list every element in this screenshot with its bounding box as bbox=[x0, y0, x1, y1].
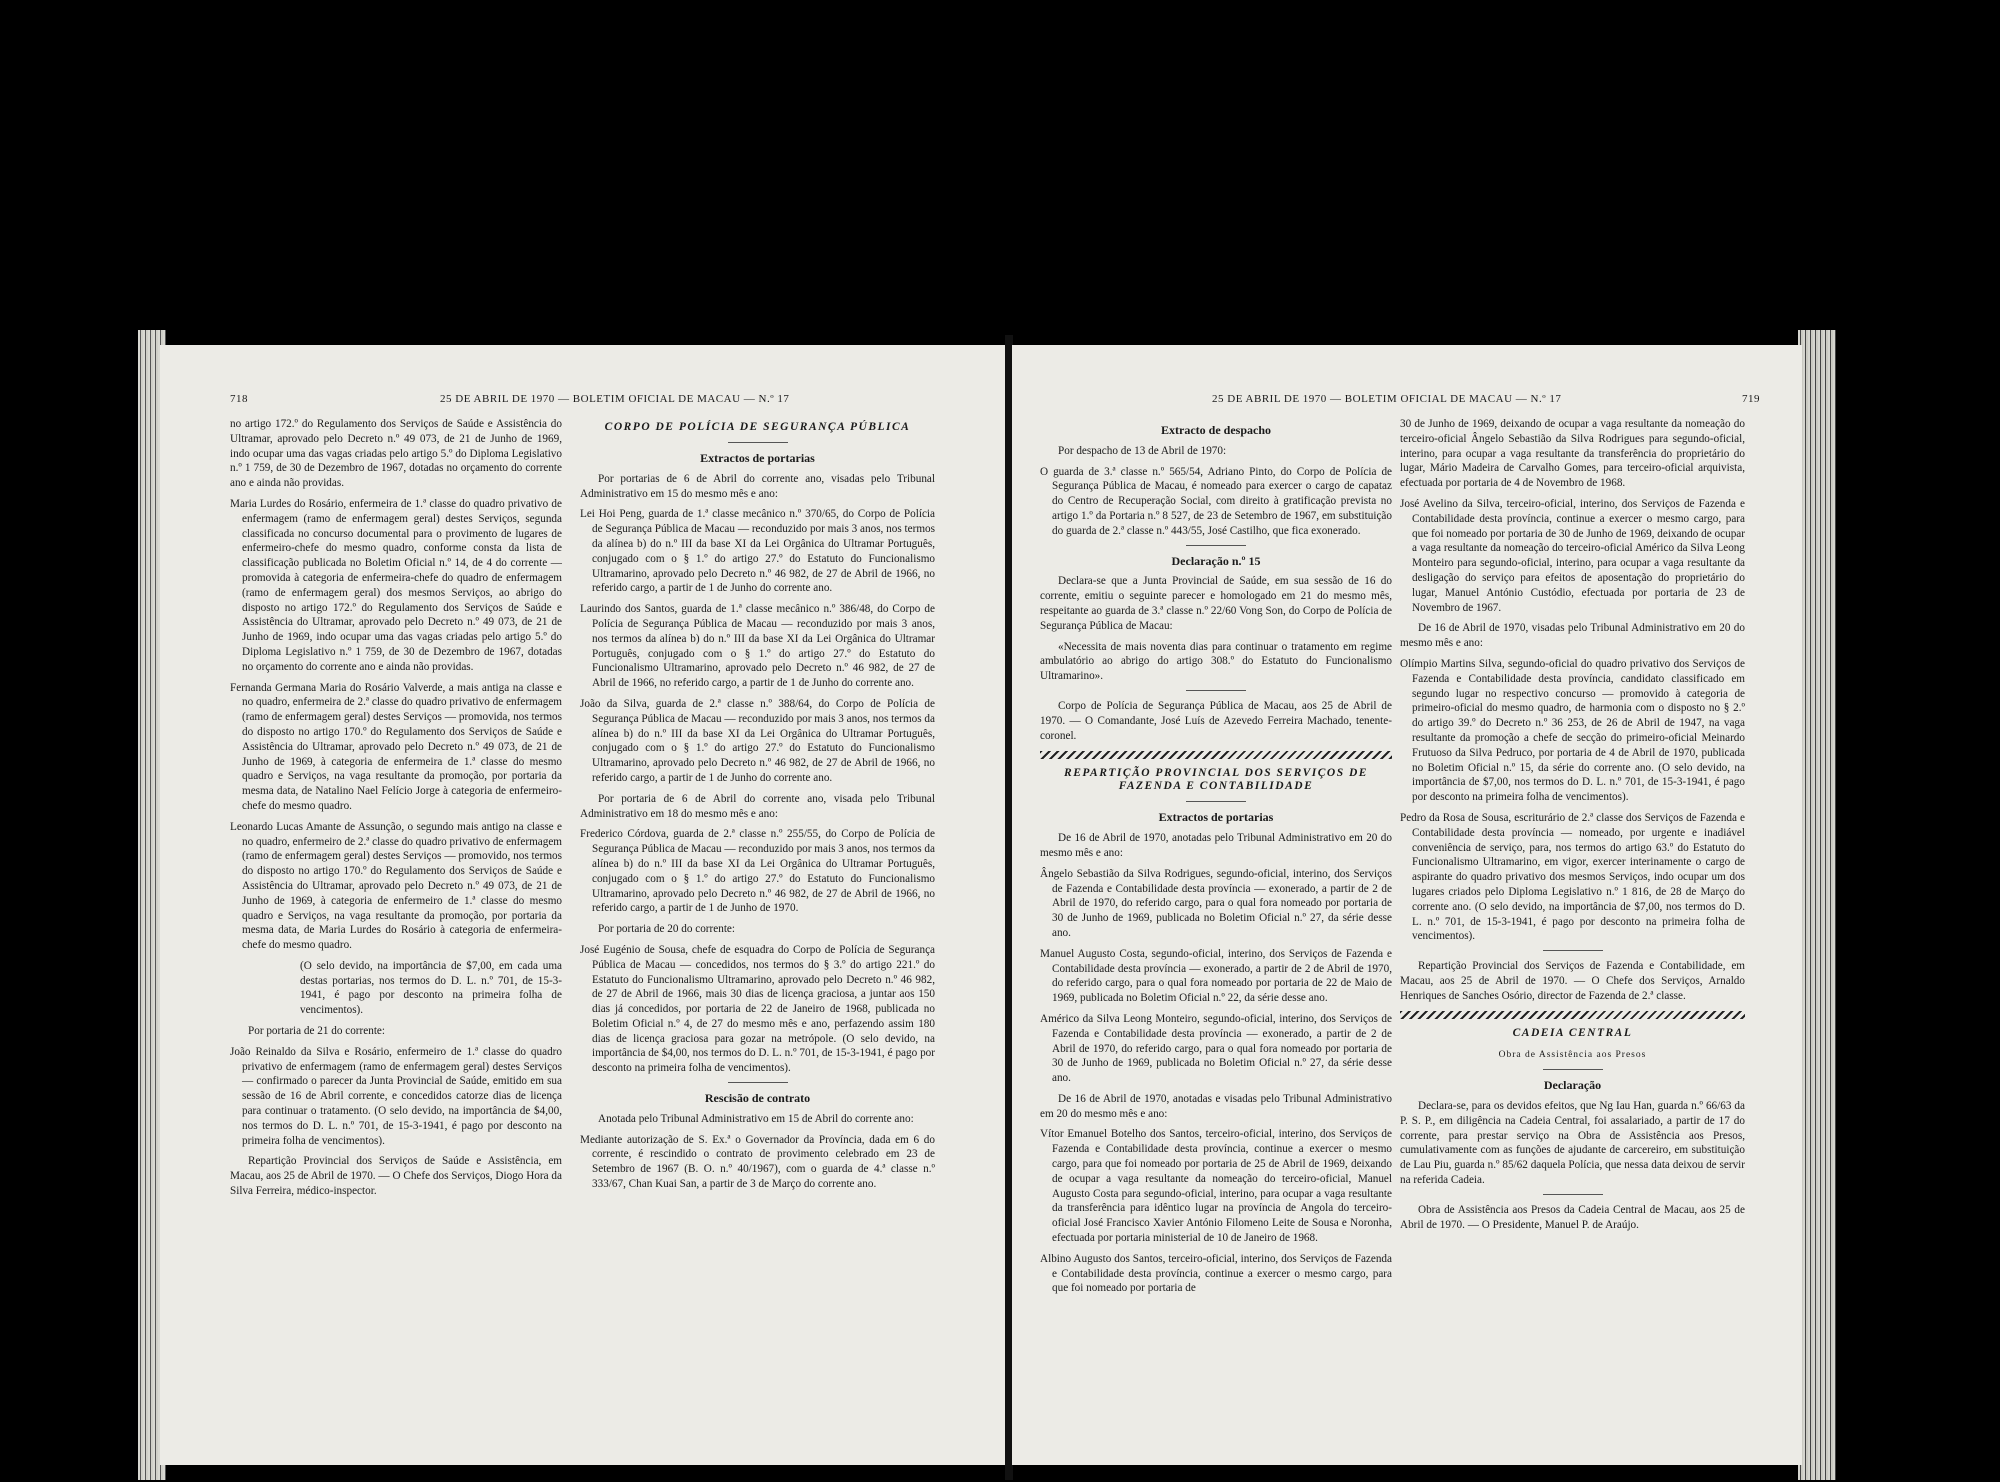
subheading: Rescisão de contrato bbox=[704, 1091, 811, 1106]
right-running-head: 25 DE ABRIL DE 1970 — BOLETIM OFICIAL DE MACAU — N.º 17 bbox=[1212, 393, 1562, 405]
entry: João Reinaldo da Silva e Rosário, enfermeiro de 1.ª classe do quadro privativo de enfermagem (ramo de enfermagem geral) destes Serviços — confirmado o parecer da Junta Provincial de Saúde, emitido em sua sessão de 16 de Abril corrente, e concedidos catorze dias de licença para continuar o tratamento. (O selo devido, na importância de $4,00, nos termos do D. L. n.º 701, de 15-3-1941, é pago por desconto na primeira folha de vencimentos). bbox=[230, 1045, 562, 1147]
portaria-intro: Por portaria de 20 do corrente: bbox=[598, 923, 735, 936]
left-column-1 bbox=[230, 417, 562, 1205]
declaration: Declara-se que a Junta Provincial de Saúde, em sua sessão de 16 do corrente, emitiu o seguinte parecer e homologado em 21 do mesmo mês, respeitante ao guarda de 3.ª classe n.º 22/60 Vong Son, do Corpo de Polícia de Segurança Pública de Macau: bbox=[1040, 575, 1392, 632]
divider bbox=[1186, 690, 1246, 691]
signature: Obra de Assistência aos Presos da Cadeia Central de Macau, aos 25 de Abril de 1970. — O Presidente, Manuel P. de Araújo. bbox=[1400, 1203, 1745, 1231]
right-column-1 bbox=[1040, 417, 1392, 1302]
entry: Ângelo Sebastião da Silva Rodrigues, segundo-oficial, interino, dos Serviços de Fazenda e Contabilidade desta província — exonerado, a partir de 2 de Abril de 1970, do referido cargo, para o qual fora nomeado por portaria de 30 de Junho de 1969, publicada no Boletim Oficial n.º 27, da série desse ano. bbox=[1040, 867, 1392, 939]
subheading: Declaração n.º 15 bbox=[1171, 553, 1261, 568]
entry: Vítor Emanuel Botelho dos Santos, terceiro-oficial, interino, dos Serviços de Fazenda e Contabilidade desta província, continue a exercer o mesmo cargo, para que foi nomeado por portaria de 25 de Abril de 1969, deixando de ocupar a vaga resultante da nomeação do terceiro-oficial, Manuel Augusto Costa para segundo-oficial, interino, para ocupar a vaga resultante da transferência para idêntico lugar na província de Angola do terceiro-oficial José Francisco Xavier António Filomeno Leite de Sousa e Noronha, efectuada por portaria ministerial de 10 de Janeiro de 1968. bbox=[1040, 1128, 1392, 1245]
entry: Fernanda Germana Maria do Rosário Valverde, a mais antiga na classe e no quadro, enfermeira de 2.ª classe do quadro privativo de enfermagem (ramo de enfermagem geral) destes Serviços — promovida, nos termos do disposto no artigo 170.º do Regulamento dos Serviços de Saúde e Assistência do Ultramar, aprovado pelo Decreto n.º 49 073, de 21 de Junho de 1969, à categoria de enfermeira de 1.ª classe do mesmo quadro e Serviços, na vaga resultante da promoção, por portaria da mesma data, de Natalino Nael Felício Jorge à categoria de enfermeiro-chefe do mesmo quadro. bbox=[230, 681, 562, 812]
portaria-intro: Anotada pelo Tribunal Administrativo em 15 de Abril do corrente ano: bbox=[598, 1112, 914, 1125]
left-page bbox=[160, 345, 1008, 1465]
stamp-note: (O selo devido, na importância de $7,00, em cada uma destas portarias, nos termos do D. L. n.º 701, de 15-3-1941, é pago por desconto na primeira folha de vencimentos). bbox=[300, 959, 562, 1017]
section-title: REPARTIÇÃO PROVINCIAL DOS SERVIÇOS DE FAZENDA E CONTABILIDADE bbox=[1064, 767, 1368, 793]
paragraph: no artigo 172.º do Regulamento dos Serviços de Saúde e Assistência do Ultramar, aprovado pelo Decreto n.º 49 073, de 21 de Junho de 1969, indo ocupar uma das vagas criadas pelo artigo 5.º do Diploma Legislativo n.º 1 759, de 30 de Dezembro de 1967, dotadas no orçamento do corrente ano e ainda não providas. bbox=[230, 418, 562, 490]
divider bbox=[1186, 545, 1246, 546]
subheading: Extracto de despacho bbox=[1161, 423, 1271, 437]
portaria-intro: De 16 de Abril de 1970, anotadas e visadas pelo Tribunal Administrativo em 20 do mesmo mês e ano: bbox=[1040, 1092, 1392, 1120]
divider bbox=[1186, 801, 1246, 802]
divider bbox=[1543, 1069, 1603, 1070]
section-title: CADEIA CENTRAL bbox=[1512, 1027, 1633, 1040]
entry: José Avelino da Silva, terceiro-oficial, interino, dos Serviços de Fazenda e Contabilidade desta província, continue a exercer o mesmo cargo, para que foi nomeado por portaria de 30 de Junho de 1969, deixando de ocupar a vaga resultante da nomeação do terceiro-oficial Américo da Silva Leong Monteiro para segundo-oficial, interino, para ocupar a vaga resultante da desligação do serviço para efeitos de aposentação do proprietário do lugar, Manuel António Custódio, efectuada por portaria de 23 de Novembro de 1967. bbox=[1400, 497, 1745, 614]
portaria-intro: Por portarias de 6 de Abril do corrente ano, visadas pelo Tribunal Administrativo em 15 do mesmo mês e ano: bbox=[580, 472, 935, 500]
subheading: Extractos de portarias bbox=[700, 451, 815, 465]
divider bbox=[728, 442, 788, 443]
declaration: Declara-se, para os devidos efeitos, que Ng Iau Han, guarda n.º 66/63 da P. S. P., em diligência na Cadeia Central, foi assalariado, a partir de 17 do corrente, para prestar serviço na Obra de Assistência aos Presos, cumulativamente com as funções de ajudante de carcereiro, em substituição de Lau Piu, guarda n.º 85/62 daquela Polícia, que nessa data deixou de servir na referida Cadeia. bbox=[1400, 1100, 1745, 1187]
entry: Pedro da Rosa de Sousa, escriturário de 2.ª classe dos Serviços de Fazenda e Contabilidade desta província — nomeado, por urgente e inadiável conveniência de serviço, para, nos termos do artigo 63.º do Estatuto do Funcionalismo Ultramarino, em vigor, exercer interinamente o cargo de aspirante do quadro privativo dos mesmos Serviços, indo ocupar um dos lugares criados pelo Diploma Legislativo n.º 1 816, de 28 de Março do corrente ano. (O selo devido, na importância de $7,00, nos termos do D. L. n.º 701, de 15-3-1941, é pago por desconto na primeira folha de vencimentos). bbox=[1400, 811, 1745, 943]
right-page bbox=[1012, 345, 1802, 1465]
paragraph: 30 de Junho de 1969, deixando de ocupar a vaga resultante da nomeação do terceiro-oficial Ângelo Sebastião da Silva Rodrigues para segundo-oficial, interino, para ocupar a vaga resultante da transferência do proprietário do lugar, Mário Madeira de Carvalho Gomes, para terceiro-oficial arquivista, efectuada por portaria de 4 de Novembro de 1968. bbox=[1400, 418, 1745, 490]
despacho-intro: Por despacho de 13 de Abril de 1970: bbox=[1058, 444, 1227, 457]
left-running-head: 25 DE ABRIL DE 1970 — BOLETIM OFICIAL DE MACAU — N.º 17 bbox=[440, 393, 790, 405]
entry: Manuel Augusto Costa, segundo-oficial, interino, dos Serviços de Fazenda e Contabilidade desta província — exonerado, a partir de 2 de Abril de 1970, do referido cargo, para o qual fora nomeado por portaria de 22 de Maio de 1969, publicada no Boletim Oficial n.º 22, da série desse ano. bbox=[1040, 947, 1392, 1005]
right-column-2 bbox=[1400, 417, 1745, 1238]
left-page-number: 718 bbox=[230, 393, 248, 405]
right-page-number: 719 bbox=[1742, 393, 1760, 405]
entry: Albino Augusto dos Santos, terceiro-oficial, interino, dos Serviços de Fazenda e Contabilidade desta província, continue a exercer o mesmo cargo, para que foi nomeado por portaria de bbox=[1040, 1252, 1392, 1295]
entry: Olímpio Martins Silva, segundo-oficial do quadro privativo dos Serviços de Fazenda e Contabilidade desta província, candidato classificado em segundo lugar no respectivo concurso — promovido à categoria de primeiro-oficial do mesmo quadro, de harmonia com o disposto no § 2.º do artigo 39.º do Decreto n.º 36 253, de 26 de Abril de 1947, na vaga resultante da promoção a chefe de secção do primeiro-oficial Meinardo Frutuoso da Silva Pedruco, por portaria de 4 de Abril de 1970, publicada no Boletim Oficial n.º 15, da série do corrente ano. (O selo devido, na importância de $7,00, nos termos do D. L. n.º 701, de 15-3-1941, é pago por desconto na primeira folha de vencimentos). bbox=[1400, 657, 1745, 804]
entry: Laurindo dos Santos, guarda de 1.ª classe mecânico n.º 386/48, do Corpo de Polícia de Segurança Pública de Macau — reconduzido por mais 3 anos, nos termos da alínea b) do n.º III da base XI da Lei Orgânica do Ultramar Português, conjugado com o § 1.º do artigo 27.º do Estatuto do Funcionalismo Ultramarino, aprovado pelo Decreto n.º 46 982, de 27 de Abril de 1966, no referido cargo, a partir de 1 de Junho do corrente ano. bbox=[580, 603, 935, 690]
entry: Mediante autorização de S. Ex.ª o Governador da Província, dada em 6 do corrente, é rescindido o contrato de provimento celebrado em 23 de Setembro de 1967 (B. O. n.º 40/1967), com o guarda de 4.ª classe n.º 333/67, Chan Kuai San, a partir de 3 de Março do corrente ano. bbox=[580, 1133, 935, 1191]
divider bbox=[1543, 950, 1603, 951]
portaria-intro: Por portaria de 6 de Abril do corrente ano, visada pelo Tribunal Administrativo em 18 do mesmo mês e ano: bbox=[580, 792, 935, 820]
entry: Leonardo Lucas Amante de Assunção, o segundo mais antigo na classe e no quadro, enfermeiro de 2.ª classe do quadro privativo de enfermagem (ramo de enfermagem geral) destes Serviços — promovido, nos termos do disposto no artigo 170.º do Regulamento dos Serviços de Saúde e Assistência do Ultramar, aprovado pelo Decreto n.º 49 073, de 21 de Junho de 1969, à categoria de enfermeiro de 1.ª classe do mesmo quadro e Serviços, na vaga resultante da promoção, por portaria da mesma data, de Maria Lurdes do Rosário à categoria de enfermeira-chefe do mesmo quadro. bbox=[230, 820, 562, 952]
entry: Américo da Silva Leong Monteiro, segundo-oficial, interino, dos Serviços de Fazenda e Contabilidade desta província — exonerado, a partir de 2 de Abril de 1970, do referido cargo, para o qual fora nomeado por portaria de 30 de Junho de 1969, publicada no Boletim Oficial n.º 27, da série desse ano. bbox=[1040, 1012, 1392, 1085]
right-page-edges bbox=[1798, 330, 1836, 1480]
portaria-intro: De 16 de Abril de 1970, anotadas pelo Tribunal Administrativo em 20 do mesmo mês e ano: bbox=[1040, 832, 1392, 859]
section-title: CORPO DE POLÍCIA DE SEGURANÇA PÚBLICA bbox=[604, 421, 911, 433]
signature: Repartição Provincial dos Serviços de Saúde e Assistência, em Macau, aos 25 de Abril de 1970. — O Chefe dos Serviços, Diogo Hora da Silva Ferreira, médico-inspector. bbox=[230, 1155, 562, 1198]
subheading: Declaração bbox=[1543, 1078, 1602, 1093]
portaria-intro: Por portaria de 21 do corrente: bbox=[248, 1025, 385, 1038]
quote: «Necessita de mais noventa dias para continuar o tratamento em regime ambulatório ao abrigo do artigo 308.º do Estatuto do Funcionalismo Ultramarino». bbox=[1040, 640, 1392, 683]
divider bbox=[728, 1082, 788, 1083]
signature: Repartição Provincial dos Serviços de Fazenda e Contabilidade, em Macau, aos 25 de Abril de 1970. — O Chefe dos Serviços, Arnaldo Henriques de Sanches Osório, director de Fazenda de 2.ª classe. bbox=[1400, 960, 1745, 1002]
entry: João da Silva, guarda de 2.ª classe n.º 388/64, do Corpo de Polícia de Segurança Pública de Macau — reconduzido por mais 3 anos, nos termos da alínea b) do n.º III da base XI da Lei Orgânica do Ultramar Português, conjugado com o § 1.º do artigo 27.º do Estatuto do Funcionalismo Ultramarino, aprovado pelo Decreto n.º 46 982, de 27 de Abril de 1966, no referido cargo, a partir de 1 de Junho do corrente ano. bbox=[580, 697, 935, 784]
entry: Lei Hoi Peng, guarda de 1.ª classe mecânico n.º 370/65, do Corpo de Polícia de Segurança Pública de Macau — reconduzido por mais 3 anos, nos termos da alínea b) do n.º III da base XI da Lei Orgânica do Ultramar Português, conjugado com o § 1.º do artigo 27.º do Estatuto do Funcionalismo Ultramarino, aprovado pelo Decreto n.º 46 982, de 27 de Abril de 1966, no referido cargo, a partir de 1 de Junho do corrente ano. bbox=[580, 508, 935, 595]
left-column-2 bbox=[580, 417, 935, 1198]
entry: Frederico Córdova, guarda de 2.ª classe n.º 255/55, do Corpo de Polícia de Segurança Pública de Macau — reconduzido por mais 3 anos, nos termos da alínea b) do n.º III da base XI da Lei Orgânica do Ultramar Português, conjugado com o § 1.º do artigo 27.º do Estatuto do Funcionalismo Ultramarino, aprovado pelo Decreto n.º 46 982, de 27 de Abril de 1966, no referido cargo, a partir de 1 de Junho de 1970. bbox=[580, 828, 935, 915]
section-subtitle: Obra de Assistência aos Presos bbox=[1498, 1050, 1647, 1061]
entry: José Eugénio de Sousa, chefe de esquadra do Corpo de Polícia de Segurança Pública de Macau — concedidos, nos termos do § 3.º do artigo 221.º do Estatuto do Funcionalismo Ultramarino, aprovado pelo Decreto n.º 46 982, de 27 de Abril de 1966, mais 30 dias de licença graciosa, a juntar aos 150 dias já concedidos, por portaria de 22 de Janeiro de 1968, publicada no Boletim Oficial n.º 4, de 27 do mesmo mês e ano, perfazendo assim 180 dias de licença graciosa para gozar na metrópole. (O selo devido, na importância de $4,00, nos termos do D. L. n.º 701, de 15-3-1941, é pago por desconto na primeira folha de vencimentos). bbox=[580, 943, 935, 1075]
entry: Maria Lurdes do Rosário, enfermeira de 1.ª classe do quadro privativo de enfermagem (ramo de enfermagem geral) destes Serviços, segunda classificada no concurso documental para o provimento de lugares de enfermeiro-chefe do mesmo quadro, conforme consta da lista de classificação publicada no Boletim Oficial n.º 14, de 4 do corrente — promovida à categoria de enfermeira-chefe do quadro de enfermagem (ramo de enfermagem geral) dos mesmos Serviços, ao abrigo do disposto no artigo 172.º do Regulamento dos Serviços de Saúde e Assistência do Ultramar, aprovado pelo Decreto n.º 49 073, de 21 de Junho de 1969, indo ocupar uma das vagas criadas pelo artigo 5.º do Diploma Legislativo n.º 1 759, de 30 de Dezembro de 1967, dotadas no orçamento do corrente ano e ainda não providas. bbox=[230, 497, 562, 673]
ornament-rule bbox=[1400, 1011, 1745, 1019]
ornament-rule bbox=[1040, 751, 1392, 759]
entry: O guarda de 3.ª classe n.º 565/54, Adriano Pinto, do Corpo de Polícia de Segurança Pública de Macau, é nomeado para exercer o cargo de capataz do Centro de Recuperação Social, com direito à gratificação prevista no artigo 1.º da Portaria n.º 8 527, de 23 de Setembro de 1967, em substituição do guarda de 2.ª classe n.º 443/55, José Castilho, que fica exonerado. bbox=[1040, 465, 1392, 537]
signature: Corpo de Polícia de Segurança Pública de Macau, aos 25 de Abril de 1970. — O Comandante, José Luís de Azevedo Ferreira Machado, tenente-coronel. bbox=[1040, 699, 1392, 742]
divider bbox=[1543, 1194, 1603, 1195]
portaria-intro: De 16 de Abril de 1970, visadas pelo Tribunal Administrativo em 20 do mesmo mês e ano: bbox=[1400, 622, 1745, 650]
subheading: Extractos de portarias bbox=[1158, 810, 1274, 825]
